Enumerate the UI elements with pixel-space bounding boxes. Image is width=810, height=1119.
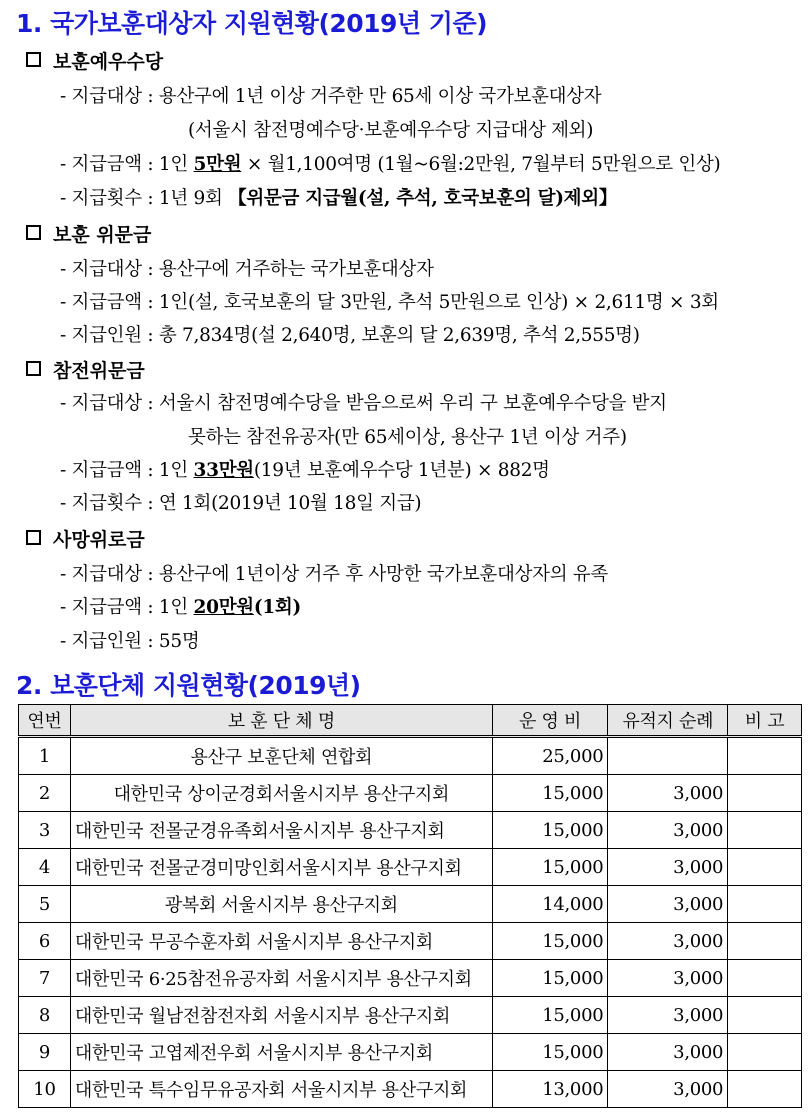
cell-ops: 13,000: [492, 1071, 608, 1108]
col-header-tour: 유적지 순례: [608, 705, 728, 737]
block-heading-consolation: [26, 220, 151, 247]
table-row: [19, 812, 802, 849]
veteran-target-note: 못하는 참전유공자(만 65세이상, 용산구 1년 이상 거주): [188, 427, 627, 448]
cell-no: 2: [19, 775, 71, 812]
table-row: [19, 849, 802, 886]
amount-prefix: - 지급금액 : 1인: [60, 154, 194, 175]
veteran-target: - 지급대상 : 서울시 참전명예수당을 받음으로써 우리 구 보훈예우수당을 받지: [60, 393, 667, 414]
table-row: [19, 997, 802, 1034]
table-row: [19, 1034, 802, 1071]
bereavement-amount: [60, 593, 301, 619]
consolation-amount: - 지급금액 : 1인(설, 호국보훈의 달 3만원, 추석 5만원으로 인상) × 2,611명 × 3회: [60, 292, 719, 313]
col-header-note: 비 고: [728, 705, 802, 737]
cell-name: 대한민국 월남전참전자회 서울시지부 용산구지회: [70, 997, 492, 1034]
table-row: [19, 923, 802, 960]
consolation-target: - 지급대상 : 용산구에 거주하는 국가보훈대상자: [60, 259, 434, 280]
cell-tour: 3,000: [608, 849, 728, 886]
block-heading-text: 보훈예우수당: [53, 51, 164, 73]
col-header-ops: 운 영 비: [492, 705, 608, 737]
cell-ops: 15,000: [492, 812, 608, 849]
amount-prefix: - 지급금액 : 1인: [60, 597, 194, 618]
cell-no: 1: [19, 737, 71, 775]
veteran-amount: [60, 456, 550, 482]
allowance-amount: [60, 150, 720, 176]
block-heading-text: 보훈 위문금: [53, 224, 152, 246]
cell-tour: [608, 737, 728, 775]
cell-name: 대한민국 6·25참전유공자회 서울시지부 용산구지회: [70, 960, 492, 997]
cell-ops: 15,000: [492, 997, 608, 1034]
block-heading-veteran: [26, 356, 145, 383]
section-2-title: 2. 보훈단체 지원현황(2019년): [16, 671, 361, 700]
amount-prefix: - 지급금액 : 1인: [60, 460, 194, 481]
cell-no: 7: [19, 960, 71, 997]
cell-ops: 15,000: [492, 849, 608, 886]
cell-note: [728, 997, 802, 1034]
allowance-count: [60, 184, 617, 210]
cell-ops: 15,000: [492, 923, 608, 960]
checkbox-square-icon: [26, 361, 41, 376]
count-bold-note: 【위문금 지급월(설, 추석, 호국보훈의 달)제외】: [228, 188, 618, 209]
allowance-target: - 지급대상 : 용산구에 1년 이상 거주한 만 65세 이상 국가보훈대상자: [60, 86, 602, 107]
cell-tour: 3,000: [608, 1071, 728, 1108]
table-row: [19, 737, 802, 775]
cell-name: 대한민국 상이군경회서울시지부 용산구지회: [70, 775, 492, 812]
cell-tour: 3,000: [608, 812, 728, 849]
checkbox-square-icon: [26, 52, 41, 67]
cell-name: 대한민국 특수임무유공자회 서울시지부 용산구지회: [70, 1071, 492, 1108]
cell-ops: 15,000: [492, 775, 608, 812]
amount-suffix: (19년 보훈예우수당 1년분) × 882명: [253, 460, 550, 481]
cell-ops: 15,000: [492, 1034, 608, 1071]
cell-tour: 3,000: [608, 923, 728, 960]
block-heading-text: 참전위문금: [53, 360, 145, 382]
allowance-target-note: (서울시 참전명예수당·보훈예우수당 지급대상 제외): [188, 120, 594, 141]
cell-name: 대한민국 전몰군경미망인회서울시지부 용산구지회: [70, 849, 492, 886]
cell-note: [728, 812, 802, 849]
cell-name: 용산구 보훈단체 연합회: [70, 737, 492, 775]
cell-tour: 3,000: [608, 886, 728, 923]
bereavement-target: - 지급대상 : 용산구에 1년이상 거주 후 사망한 국가보훈대상자의 유족: [60, 564, 608, 585]
amount-highlight: 33만원: [193, 460, 254, 481]
bereavement-people: - 지급인원 : 55명: [60, 631, 200, 652]
block-heading-bereavement: [26, 525, 145, 552]
cell-note: [728, 1034, 802, 1071]
section-1-title: 1. 국가보훈대상자 지원현황(2019년 기준): [16, 9, 488, 38]
cell-ops: 15,000: [492, 960, 608, 997]
cell-tour: 3,000: [608, 775, 728, 812]
count-prefix: - 지급횟수 : 1년 9회: [60, 188, 229, 209]
amount-highlight: 20만원: [193, 597, 254, 618]
cell-name: 대한민국 전몰군경유족회서울시지부 용산구지회: [70, 812, 492, 849]
table-row: [19, 1071, 802, 1108]
cell-no: 3: [19, 812, 71, 849]
amount-suffix: × 월1,100여명 (1월~6월:2만원, 7월부터 5만원으로 인상): [241, 154, 721, 175]
cell-note: [728, 886, 802, 923]
cell-tour: 3,000: [608, 997, 728, 1034]
col-header-no: 연번: [19, 705, 71, 737]
amount-suffix: (1회): [253, 597, 301, 618]
cell-note: [728, 960, 802, 997]
table-row: [19, 960, 802, 997]
cell-note: [728, 1071, 802, 1108]
block-heading-allowance: [26, 47, 163, 74]
cell-ops: 14,000: [492, 886, 608, 923]
table-header-row: [19, 705, 802, 737]
cell-note: [728, 923, 802, 960]
cell-note: [728, 775, 802, 812]
veterans-group-support-table: [18, 704, 802, 1108]
cell-no: 8: [19, 997, 71, 1034]
cell-no: 9: [19, 1034, 71, 1071]
cell-no: 4: [19, 849, 71, 886]
cell-name: 대한민국 무공수훈자회 서울시지부 용산구지회: [70, 923, 492, 960]
cell-name: 광복회 서울시지부 용산구지회: [70, 886, 492, 923]
cell-note: [728, 737, 802, 775]
block-heading-text: 사망위로금: [53, 529, 145, 551]
table-row: [19, 775, 802, 812]
cell-tour: 3,000: [608, 960, 728, 997]
cell-no: 5: [19, 886, 71, 923]
cell-no: 10: [19, 1071, 71, 1108]
checkbox-square-icon: [26, 225, 41, 240]
veteran-count: - 지급횟수 : 연 1회(2019년 10월 18일 지급): [60, 493, 422, 514]
cell-ops: 25,000: [492, 737, 608, 775]
col-header-name: 보 훈 단 체 명: [70, 705, 492, 737]
table-row: [19, 886, 802, 923]
cell-tour: 3,000: [608, 1034, 728, 1071]
amount-highlight: 5만원: [193, 154, 242, 175]
cell-no: 6: [19, 923, 71, 960]
consolation-people: - 지급인원 : 총 7,834명(설 2,640명, 보훈의 달 2,639명, 추석 2,555명): [60, 325, 640, 346]
cell-name: 대한민국 고엽제전우회 서울시지부 용산구지회: [70, 1034, 492, 1071]
checkbox-square-icon: [26, 530, 41, 545]
cell-note: [728, 849, 802, 886]
